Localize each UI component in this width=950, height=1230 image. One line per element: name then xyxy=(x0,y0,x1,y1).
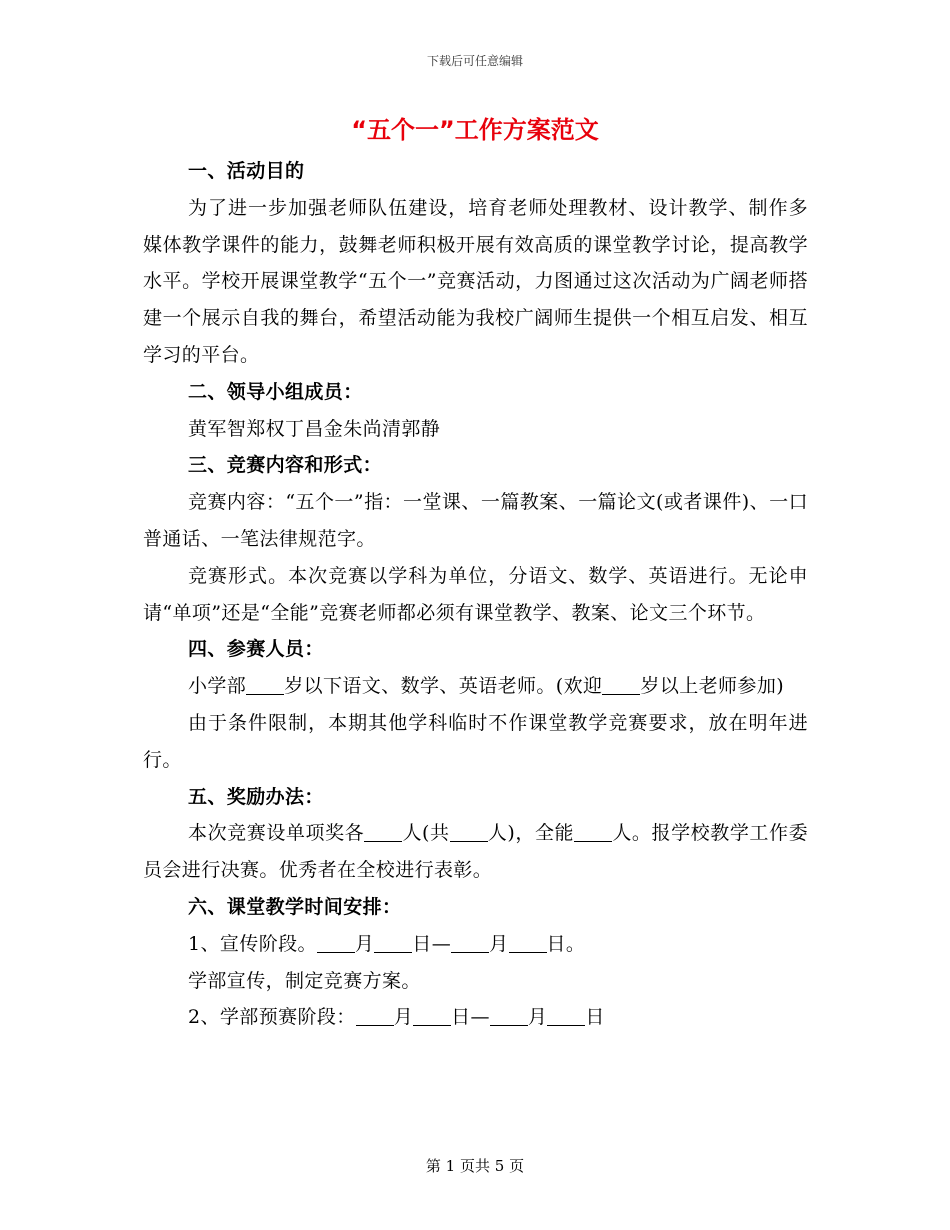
fill-blank xyxy=(509,933,547,953)
fill-blank xyxy=(364,822,402,842)
section-heading-6: 六、课堂教学时间安排： xyxy=(188,895,402,918)
text-span: 。 xyxy=(565,932,586,955)
section-heading-2: 二、领导小组成员： xyxy=(188,380,363,403)
section-4-paragraph-1 xyxy=(143,668,808,705)
fill-blank xyxy=(450,822,488,842)
fill-blank xyxy=(490,1006,528,1026)
section-heading-3: 三、竞赛内容和形式： xyxy=(188,454,383,477)
fill-blank xyxy=(547,1006,585,1026)
text-span: 月 xyxy=(393,1006,414,1029)
fill-blank xyxy=(246,675,284,695)
text-span: 月 xyxy=(527,1006,548,1029)
text-span: 月 xyxy=(489,932,509,955)
fill-blank xyxy=(374,933,412,953)
text-span: 人(共 xyxy=(402,822,450,845)
text-span: 2、学部预赛阶段： xyxy=(188,1006,356,1029)
text-span: 日 xyxy=(546,932,566,955)
text-span: 小学部 xyxy=(188,675,247,698)
section-4-paragraph-2: 由于条件限制，本期其他学科临时不作课堂教学竞赛要求，放在明年进行。 xyxy=(143,711,808,771)
schedule-item-1-detail: 学部宣传，制定竞赛方案。 xyxy=(188,969,421,992)
text-span: — xyxy=(470,1006,490,1029)
page-header: 下载后可任意编辑 xyxy=(426,54,523,68)
document-body xyxy=(143,153,808,1036)
section-1-paragraph: 为了进一步加强老师队伍建设，培育老师处理教材、设计教学、制作多媒体教学课件的能力，鼓舞老师积极开展有效高质的课堂教学讨论，提高教学水平。学校开展课堂教学“五个一”竞赛活动，力图通过这次活动为广阔老师搭建一个展示自我的舞台，希望活动能为我校广阔师生提供一个相互启发、相互学习的平台。 xyxy=(143,196,808,366)
section-heading-4: 四、参赛人员： xyxy=(188,638,324,661)
section-2-paragraph: 黄军智郑权丁昌金朱尚清郭静 xyxy=(188,417,441,440)
page-footer: 第 1 页共 5 页 xyxy=(425,1157,525,1175)
fill-blank xyxy=(356,1006,394,1026)
text-span: 1、宣传阶段。 xyxy=(188,932,317,955)
fill-blank xyxy=(451,933,489,953)
fill-blank xyxy=(602,675,640,695)
text-span: 日 xyxy=(451,1006,471,1029)
fill-blank xyxy=(413,1006,451,1026)
text-span: 人)，全能 xyxy=(487,822,575,845)
fill-blank xyxy=(317,933,355,953)
schedule-item-1 xyxy=(143,926,808,963)
document-title: “五个一”工作方案范文 xyxy=(351,116,599,144)
fill-blank xyxy=(574,822,612,842)
text-span: 日 xyxy=(412,932,432,955)
section-3-paragraph-2: 竞赛形式。本次竞赛以学科为单位，分语文、数学、英语进行。无论申请“单项”还是“全能”竞赛老师都必须有课堂教学、教案、论文三个环节。 xyxy=(143,564,808,624)
text-span: 岁以上老师参加) xyxy=(640,675,785,698)
text-span: 日 xyxy=(585,1006,605,1029)
text-span: 月 xyxy=(354,932,375,955)
section-3-paragraph-1: 竞赛内容：“五个一”指：一堂课、一篇教案、一篇论文(或者课件)、一口普通话、一笔法律规范字。 xyxy=(143,491,808,550)
text-span: 人。报学校教学工作委员会进行决赛。优秀者在全校进行表彰。 xyxy=(143,822,808,882)
text-span: 本次竞赛设单项奖各 xyxy=(188,822,365,845)
text-span: — xyxy=(431,932,452,955)
section-5-paragraph xyxy=(143,815,808,889)
section-heading-5: 五、奖励办法： xyxy=(188,785,324,808)
section-heading-1: 一、活动目的 xyxy=(188,160,305,182)
schedule-item-2 xyxy=(143,999,808,1036)
text-span: 岁以下语文、数学、英语老师。(欢迎 xyxy=(284,675,603,698)
